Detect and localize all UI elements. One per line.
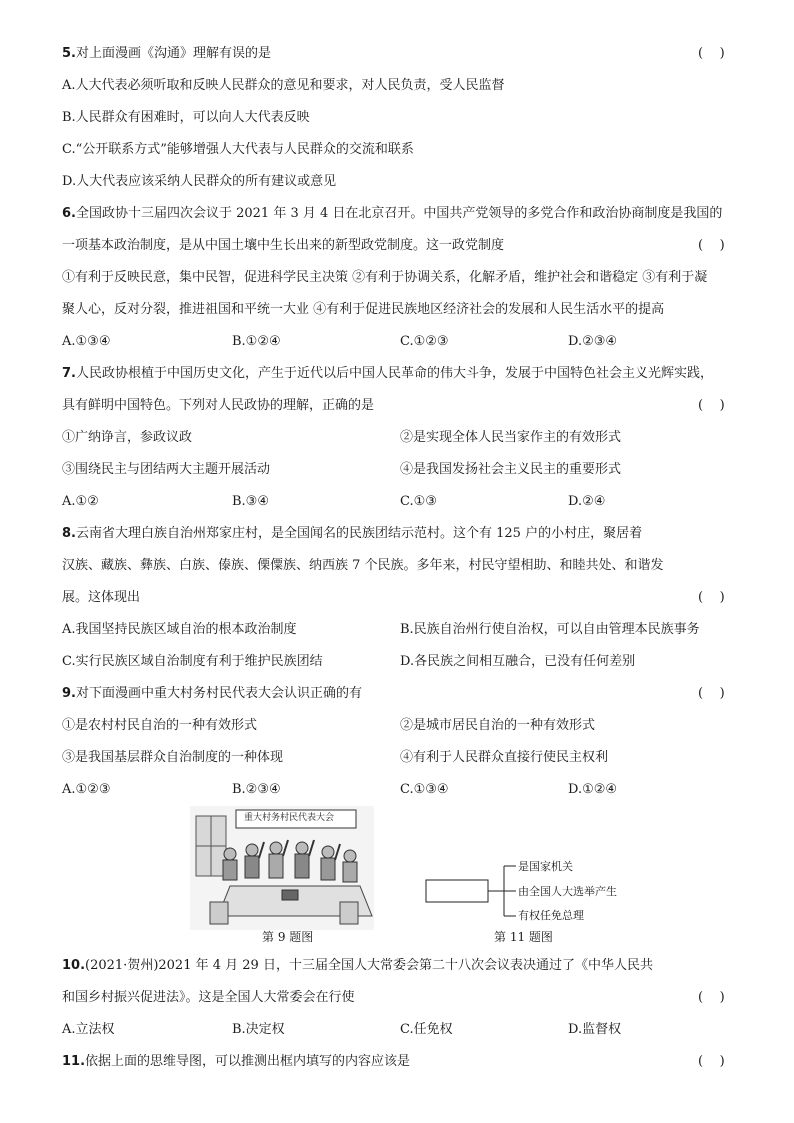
q5-option-b: B.人民群众有困难时，可以向人大代表反映 <box>62 110 310 125</box>
q8-option-d: D.各民族之间相互融合，已没有任何差别 <box>400 654 636 669</box>
figure-11-mindmap <box>424 854 617 924</box>
q8-option-a: A.我国坚持民族区域自治的根本政治制度 <box>62 622 297 637</box>
q7-item-4: ④是我国发扬社会主义民主的重要形式 <box>400 462 622 477</box>
q7-option-d: D.②④ <box>568 494 606 509</box>
q5-option-c: C.“公开联系方式”能够增强人大代表与人民群众的交流和联系 <box>62 142 414 157</box>
q6-option-d: D.②③④ <box>568 334 618 349</box>
q7-option-a: A.①② <box>62 494 99 509</box>
q9-item-3: ③是我国基层群众自治制度的一种体现 <box>62 750 284 765</box>
q9-option-d: D.①②④ <box>568 782 618 797</box>
answer-paren-8[interactable]: ( ) <box>698 590 725 605</box>
q10-option-d: D.监督权 <box>568 1022 622 1037</box>
q8-option-c: C.实行民族区域自治制度有利于维护民族团结 <box>62 654 323 669</box>
answer-paren-5[interactable]: ( ) <box>698 46 725 61</box>
q5-option-a: A.人大代表必须听取和反映人民群众的意见和要求，对人民负责，受人民监督 <box>62 78 505 93</box>
figure-9-caption: 第 9 题图 <box>262 930 314 944</box>
mindmap-branch-3: 有权任免总理 <box>518 909 584 922</box>
q5-option-d: D.人大代表应该采纳人民群众的所有建议或意见 <box>62 174 337 189</box>
mindmap-branch-1: 是国家机关 <box>518 860 573 873</box>
q6-items-line-2: 聚人心，反对分裂，推进祖国和平统一大业 ④有利于促进民族地区经济社会的发展和人民生活水平的提高 <box>62 302 665 317</box>
question-5-stem: 5.对上面漫画《沟通》理解有误的是 <box>62 46 271 61</box>
q8-option-b: B.民族自治州行使自治权，可以自由管理本民族事务 <box>400 622 700 637</box>
question-10-stem: 10.(2021·贺州)2021 年 4 月 29 日，十三届全国人大常委会第二十八次会议表决通过了《中华人民共 <box>62 958 653 973</box>
q7-option-c: C.①③ <box>400 494 437 509</box>
figure-9-cartoon <box>190 806 374 930</box>
q9-item-2: ②是城市居民自治的一种有效形式 <box>400 718 596 733</box>
question-8-stem-end: 展。这体现出 <box>62 590 141 605</box>
question-11-stem: 11.依据上面的思维导图，可以推测出框内填写的内容应该是 <box>62 1054 411 1069</box>
mindmap-blank-box <box>426 880 488 902</box>
q9-item-1: ①是农村村民自治的一种有效形式 <box>62 718 258 733</box>
q10-option-b: B.决定权 <box>232 1022 285 1037</box>
q7-item-3: ③围绕民主与团结两大主题开展活动 <box>62 462 271 477</box>
question-10-stem-cont: 和国乡村振兴促进法》。这是全国人大常委会在行使 <box>62 990 355 1005</box>
q6-option-b: B.①②④ <box>232 334 281 349</box>
q9-option-c: C.①③④ <box>400 782 449 797</box>
question-8-stem: 8.云南省大理白族自治州郑家庄村，是全国闻名的民族团结示范村。这个有 125 户的小村庄，聚居着 <box>62 526 643 541</box>
q7-option-b: B.③④ <box>232 494 269 509</box>
question-6-stem-cont: 一项基本政治制度，是从中国土壤中生长出来的新型政党制度。这一政党制度 <box>62 238 505 253</box>
answer-paren-6[interactable]: ( ) <box>698 238 725 253</box>
question-7-stem: 7.人民政协根植于中国历史文化，产生于近代以后中国人民革命的伟大斗争，发展于中国特色社会主义光辉实践， <box>62 366 713 381</box>
question-7-stem-cont: 具有鲜明中国特色。下列对人民政协的理解，正确的是 <box>62 398 375 413</box>
q9-item-4: ④有利于人民群众直接行使民主权利 <box>400 750 609 765</box>
figure-9-banner: 重大村务村民代表大会 <box>244 813 335 823</box>
q9-option-b: B.②③④ <box>232 782 281 797</box>
village-meeting-illustration <box>190 806 374 930</box>
question-6-stem: 6.全国政协十三届四次会议于 2021 年 3 月 4 日在北京召开。中国共产党领导的多党合作和政治协商制度是我国的 <box>62 206 723 221</box>
figure-11-caption: 第 11 题图 <box>494 930 553 944</box>
answer-paren-11[interactable]: ( ) <box>698 1054 725 1069</box>
q9-option-a: A.①②③ <box>62 782 111 797</box>
q6-option-c: C.①②③ <box>400 334 449 349</box>
mindmap-branch-2: 由全国人大选举产生 <box>518 885 617 898</box>
q7-item-2: ②是实现全体人民当家作主的有效形式 <box>400 430 622 445</box>
answer-paren-10[interactable]: ( ) <box>698 990 725 1005</box>
q6-items-line-1: ①有利于反映民意，集中民智，促进科学民主决策 ②有利于协调关系，化解矛盾，维护社会和谐稳定 ③有利于凝 <box>62 270 708 285</box>
answer-paren-7[interactable]: ( ) <box>698 398 725 413</box>
answer-paren-9[interactable]: ( ) <box>698 686 725 701</box>
question-8-stem-cont: 汉族、藏族、彝族、白族、傣族、傈僳族、纳西族 7 个民族。多年来，村民守望相助、和睦共处、和谐发 <box>62 558 664 573</box>
q6-option-a: A.①③④ <box>62 334 111 349</box>
q10-option-c: C.任免权 <box>400 1022 453 1037</box>
q7-item-1: ①广纳诤言，参政议政 <box>62 430 193 445</box>
question-9-stem: 9.对下面漫画中重大村务村民代表大会认识正确的有 <box>62 686 362 701</box>
q10-option-a: A.立法权 <box>62 1022 115 1037</box>
